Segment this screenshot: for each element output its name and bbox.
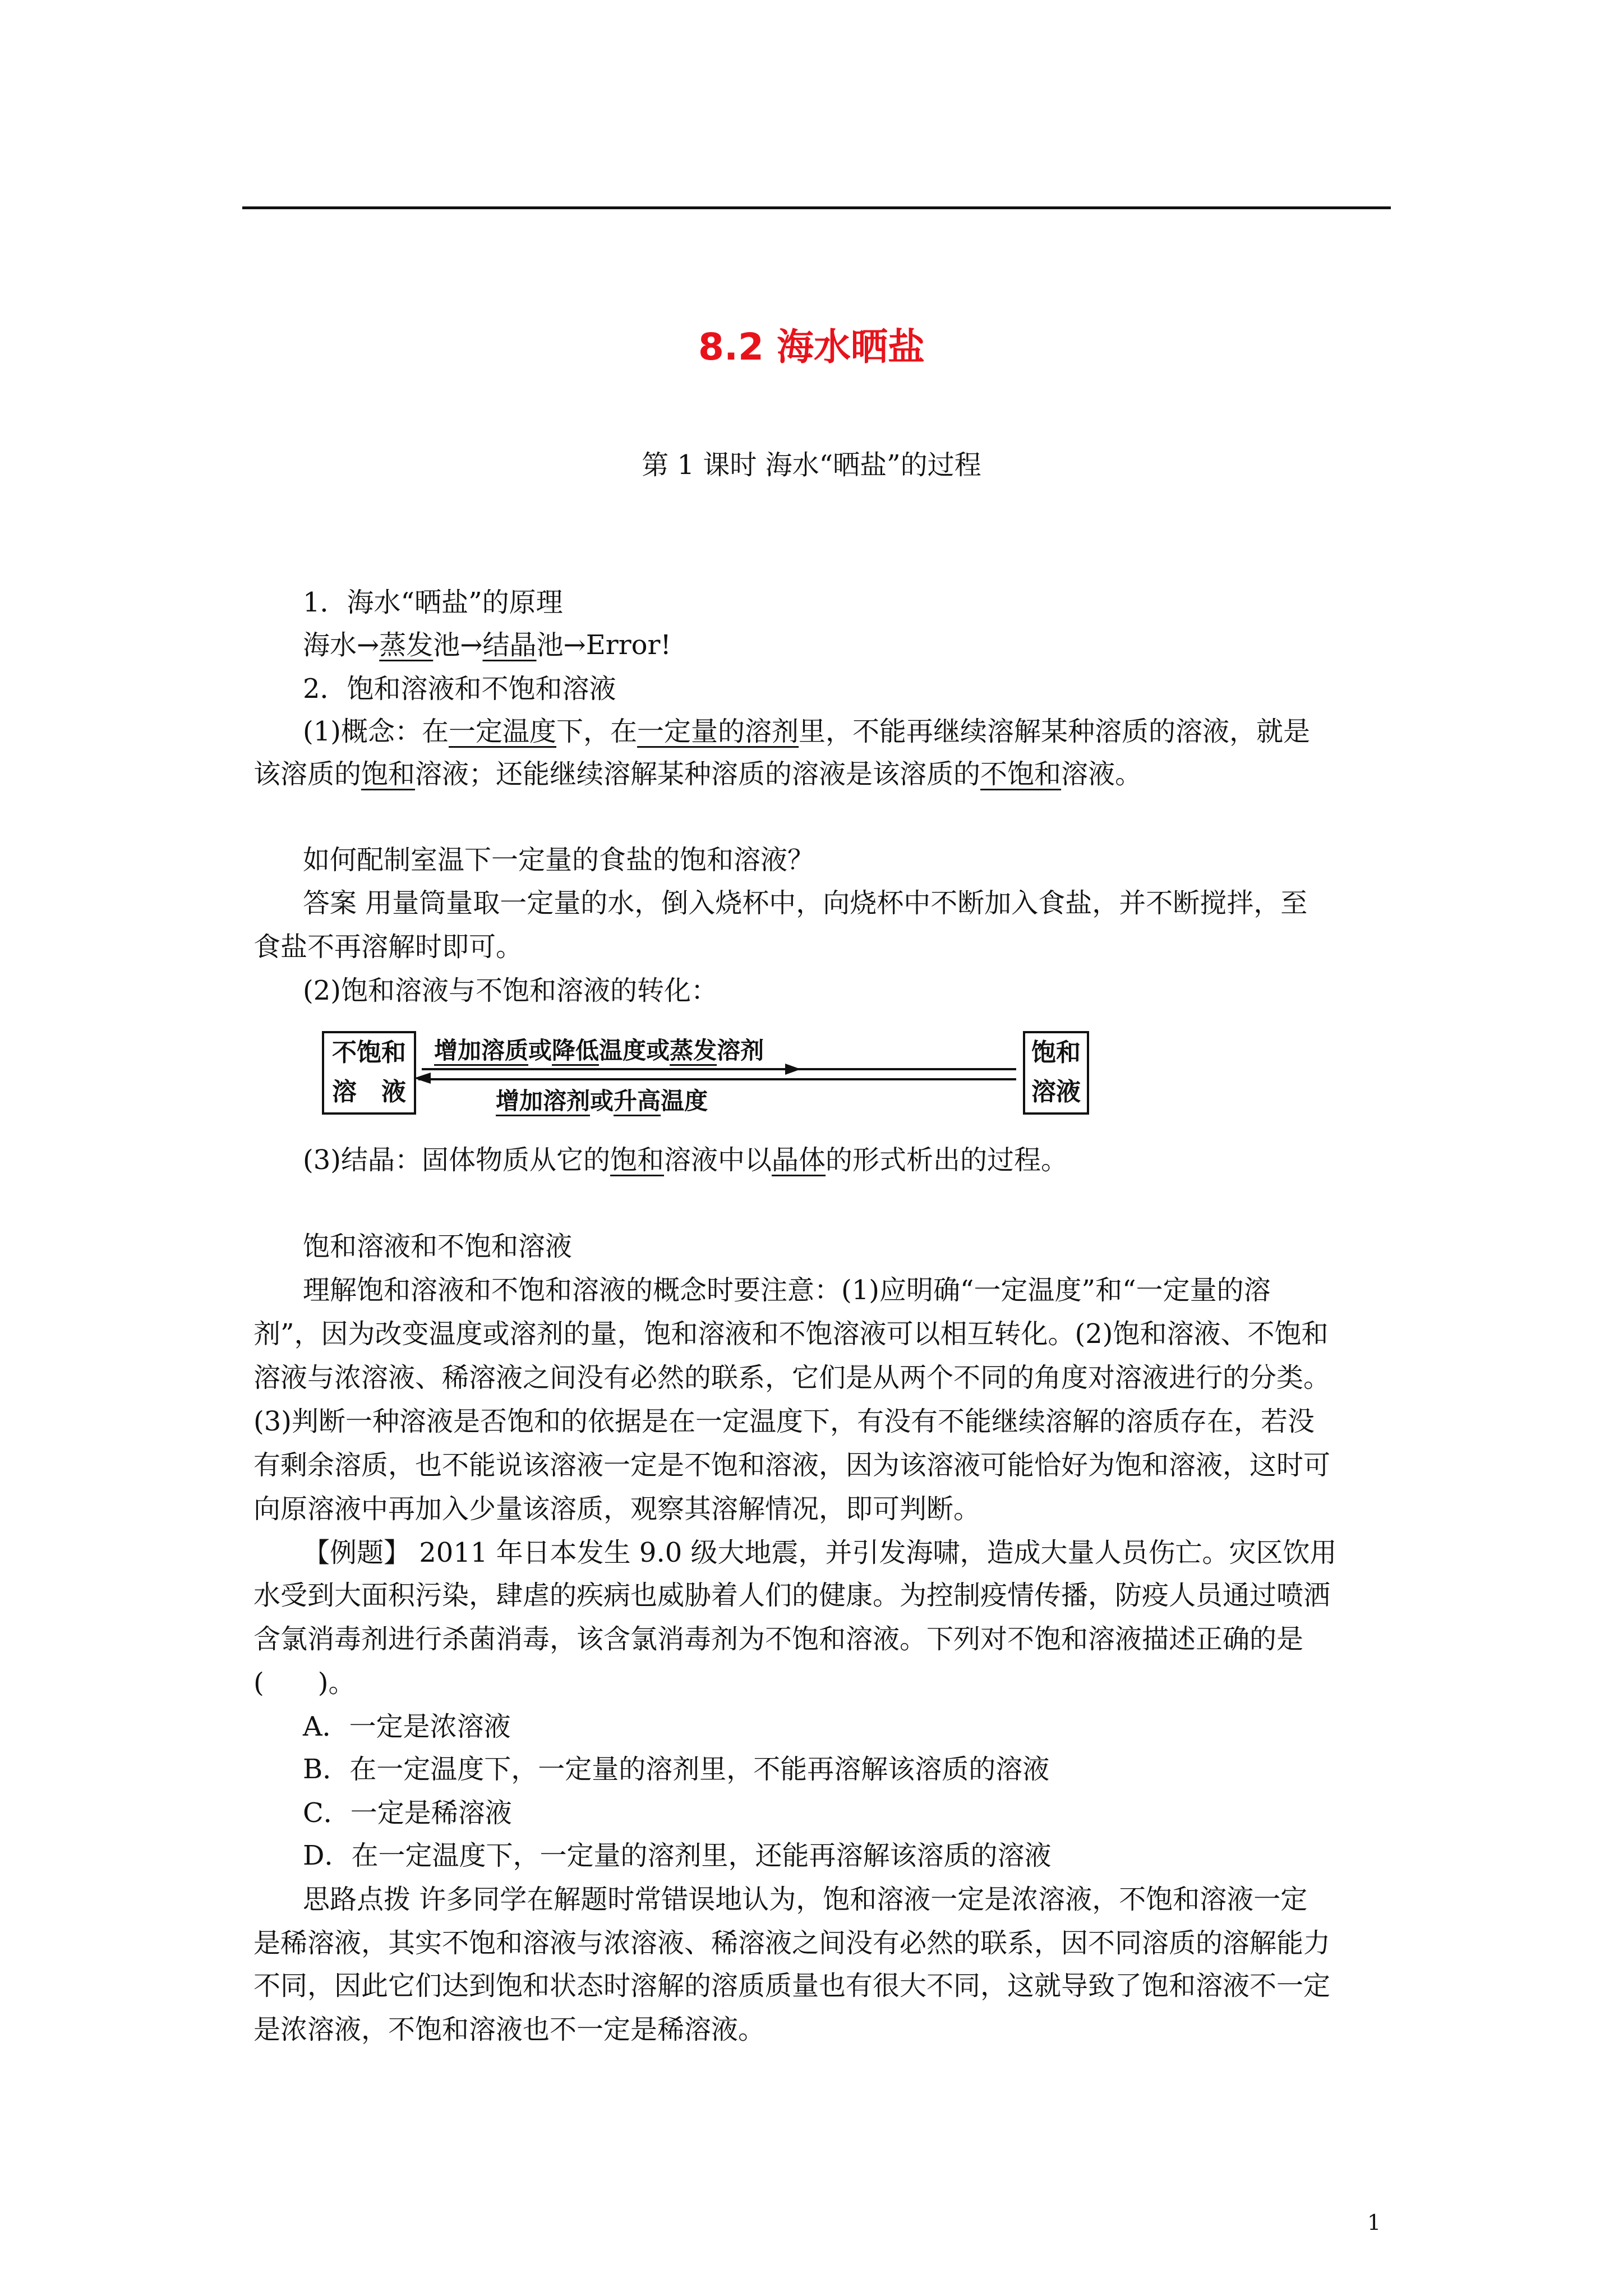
text: 溶液。 [1061,758,1142,790]
flow-text: 池→ [433,629,483,661]
hint-line: 是浓溶液，不饱和溶液也不一定是稀溶液。 [253,2014,766,2045]
text: 或 [528,1037,552,1064]
option-a: A．一定是浓溶液 [303,1711,511,1742]
box-label: 溶液 [1031,1078,1081,1106]
flow-text: 池→Error! [536,629,671,661]
concept-line-1 [303,710,1310,753]
flow-text: 海水→ [303,629,380,661]
hint-line: 不同，因此它们达到饱和状态时溶解的溶质质量也有很大不同，这就导致了饱和溶液不一定 [253,1970,1331,2001]
question: 如何配制室温下一定量的食盐的饱和溶液？ [303,844,815,876]
notes-line: (3)判断一种溶液是否饱和的依据是在一定温度下，有没有不能继续溶解的溶质存在，若没 [253,1406,1315,1437]
concept-line-2 [253,753,1142,795]
text: 增加 [434,1037,482,1064]
text: 温度 [661,1087,708,1115]
box-label: 饱和 [1031,1038,1081,1067]
salt-flow [303,624,671,666]
forward-condition [434,1032,764,1066]
reverse-condition [496,1083,708,1116]
blank-solvent: 一定量的溶剂 [637,716,799,747]
text: 的形式析出的过程。 [826,1144,1068,1176]
blank-temperature: 一定温度 [449,716,557,747]
answer-line-2: 食盐不再溶解时即可。 [253,931,523,963]
text: 溶质 [481,1037,529,1064]
box-label: 不饱和 [332,1038,406,1067]
text: 溶液中以 [664,1144,772,1176]
example-line: ( )。 [253,1667,356,1699]
text: (3)结晶：固体物质从它的 [303,1144,610,1176]
blank-saturated: 饱和 [361,758,416,790]
notes-line: 剂”，因为改变温度或溶剂的量，饱和溶液和不饱溶液可以相互转化。(2)饱和溶液、不饱和 [253,1318,1329,1350]
example-line: 含氯消毒剂进行杀菌消毒，该含氯消毒剂为不饱和溶液。下列对不饱和溶液描述正确的是 [253,1623,1304,1655]
box-label: 溶 液 [332,1078,406,1106]
hint-line: 是稀溶液，其实不饱和溶液与浓溶液、稀溶液之间没有必然的联系，因不同溶质的溶解能力 [253,1927,1331,1959]
arrowhead-right-icon [785,1060,813,1083]
notes-line: 理解饱和溶液和不饱和溶液的概念时要注意：(1)应明确“一定温度”和“一定量的溶 [303,1274,1271,1306]
section2-heading: 2．饱和溶液和不饱和溶液 [303,673,616,705]
notes-line: 有剩余溶质，也不能说该溶液一定是不饱和溶液，因为该溶液可能恰好为饱和溶液，这时可 [253,1450,1331,1481]
flow-blank-crystal: 结晶 [482,629,537,661]
option-c: C．一定是稀溶液 [303,1797,512,1829]
forward-arrow-line [422,1068,1016,1070]
unsaturated-box [322,1031,416,1115]
example-line: 水受到大面积污染，肆虐的疾病也威胁着人们的健康。为控制疫情传播，防疫人员通过喷洒 [253,1580,1331,1611]
arrowhead-left-icon [414,1070,436,1093]
blank-saturated: 饱和 [610,1144,665,1176]
notes-heading: 饱和溶液和不饱和溶液 [303,1231,573,1262]
answer-line-1: 答案 用量筒量取一定量的水，倒入烧杯中，向烧杯中不断加入食盐，并不断搅拌，至 [303,887,1308,919]
text: 降低 [552,1037,600,1064]
text: 溶剂 [717,1037,764,1064]
text: 或 [590,1087,614,1115]
text: 温度或 [599,1037,670,1064]
crystal-line [303,1139,1068,1181]
option-d: D．在一定温度下，一定量的溶剂里，还能再溶解该溶质的溶液 [303,1840,1052,1871]
text: (1)概念：在 [303,716,449,747]
text: 该溶质的 [253,758,362,790]
text: 升高 [614,1087,661,1115]
example-line: 【例题】 2011 年日本发生 9.0 级大地震，并引发海啸，造成大量人员伤亡。灾区饮用 [303,1537,1337,1568]
section1-heading: 1．海水“晒盐”的原理 [303,587,563,618]
notes-line: 向原溶液中再加入少量该溶质，观察其溶解情况，即可判断。 [253,1493,981,1525]
text: 增加 [496,1087,543,1115]
option-b: B．在一定温度下，一定量的溶剂里，不能再溶解该溶质的溶液 [303,1754,1050,1785]
flow-blank-evaporation: 蒸发 [379,629,434,661]
page-title: 8.2 海水晒盐 [698,325,925,369]
hint-line: 思路点拨 许多同学在解题时常错误地认为，饱和溶液一定是浓溶液，不饱和溶液一定 [303,1884,1308,1915]
header-rule [242,206,1391,209]
text: 里，不能再继续溶解某种溶质的溶液，就是 [799,716,1311,747]
notes-line: 溶液与浓溶液、稀溶液之间没有必然的联系，它们是从两个不同的角度对溶液进行的分类。 [253,1362,1331,1393]
reverse-arrow-line [418,1078,1016,1080]
saturated-box [1023,1031,1089,1115]
text: 溶剂 [543,1087,591,1115]
lesson-subtitle: 第 1 课时 海水“晒盐”的过程 [642,449,981,481]
text: 蒸发 [670,1037,717,1064]
text: 下，在 [556,716,638,747]
blank-unsaturated: 不饱和 [980,758,1062,790]
conversion-heading: (2)饱和溶液与不饱和溶液的转化： [303,975,718,1006]
blank-crystal: 晶体 [772,1144,826,1176]
text: 溶液；还能继续溶解某种溶质的溶液是该溶质的 [415,758,981,790]
page-number: 1 [1367,2210,1381,2235]
